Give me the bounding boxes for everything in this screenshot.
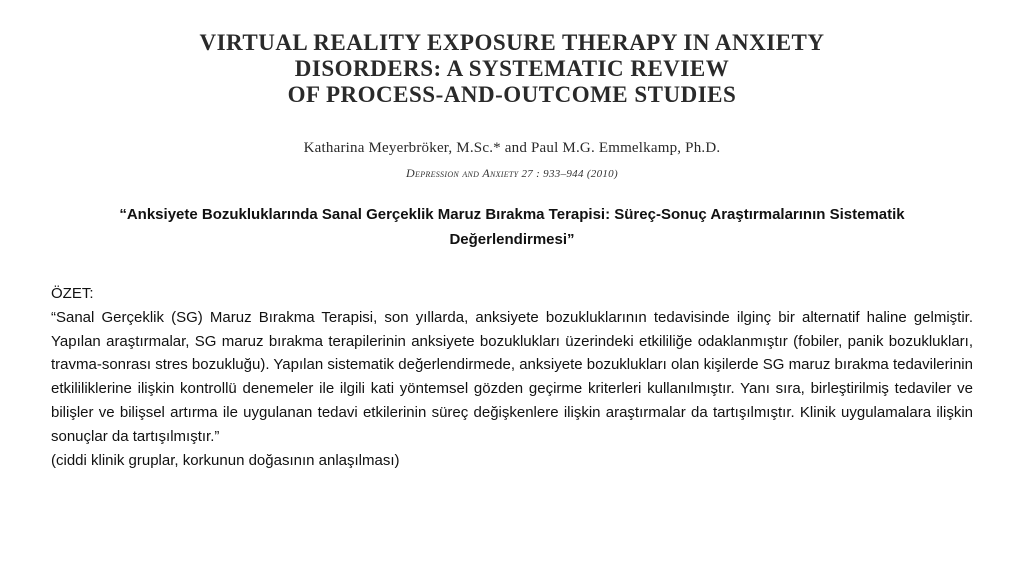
- journal-volume-pages: 27 : 933–944 (2010): [521, 168, 618, 180]
- journal-name: Depression and Anxiety: [406, 166, 519, 180]
- abstract-section: [51, 282, 973, 472]
- abstract-text: “Sanal Gerçeklik (SG) Maruz Bırakma Terapisi, son yıllarda, anksiyete bozukluklarının tedavisinde ilginç bir alternatif haline gelmiştir. Yapılan araştırmalar, SG maruz bırakma terapilerinin anksiyete bozuklukları üzerindeki etkililiğe odaklanmıştır (fobiler, panik bozuklukları, travma-sonrası stres bozukluğu). Yapılan sistematik değerlendirmede, anksiyete bozuklukları olan kişilerde SG maruz bırakma tedavilerinin etkililiklerine ilişkin kontrollü denemeler ile ilgili kati yöntemsel gözden geçirme kriterleri kullanılmıştır. Yanı sıra, birleştirilmiş tedaviler ve bilişler ve bilişsel artırma ile uygulanan tedavi etkilerinin süreç değişkenlere ilişkin araştırmalar da tartışılmıştır. Klinik uygulamalara ilişkin sonuçlar da tartışılmıştır.”: [51, 308, 973, 445]
- abstract-label: ÖZET:: [51, 285, 94, 302]
- paper-title-line: VIRTUAL REALITY EXPOSURE THERAPY IN ANXIETY: [199, 30, 825, 55]
- paper-title: [0, 30, 1024, 108]
- translated-title: “Anksiyete Bozukluklarında Sanal Gerçeklik Maruz Bırakma Terapisi: Süreç-Sonuç Araştırmalarının Sistematik Değerlendirmesi”: [119, 206, 905, 248]
- abstract-note: (ciddi klinik gruplar, korkunun doğasının anlaşılması): [51, 451, 400, 469]
- paper-header: [0, 30, 1024, 181]
- paper-authors: Katharina Meyerbröker, M.Sc.* and Paul M.G. Emmelkamp, Ph.D.: [303, 140, 721, 156]
- paper-title-line: DISORDERS: A SYSTEMATIC REVIEW: [294, 56, 730, 81]
- journal-citation: [0, 166, 1024, 181]
- paper-title-line: OF PROCESS-AND-OUTCOME STUDIES: [287, 82, 737, 107]
